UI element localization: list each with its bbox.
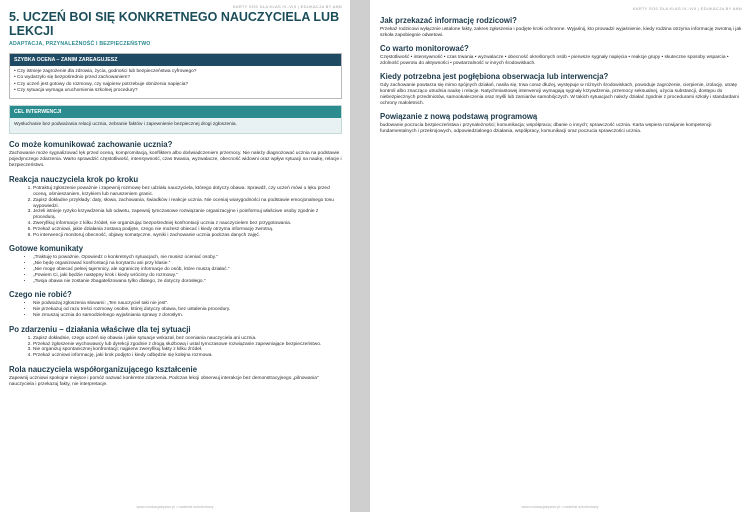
list-item: 6. Po interwencji monitoruj obecność, objawy somatyczne, wyniki i zachowanie ucznia podczas danych zajęć. xyxy=(33,233,342,239)
section-heading: Gotowe komunikaty xyxy=(9,244,84,254)
list-item: • „Powiem Ci, jaki będzie następny krok i kiedy wrócimy do rozmowy.” xyxy=(33,273,342,279)
section-heading: Co może komunikować zachowanie ucznia? xyxy=(9,140,173,150)
right-page xyxy=(370,0,750,512)
list-item: 3. Jeżeli istnieje ryzyko krzywdzenia lub odwetu, zapewnij tymczasowe rozwiązanie organizacyjne i poinformuj właściwe osoby zgodnie z procedurą. xyxy=(33,209,342,221)
section-heading: Rola nauczyciela współorganizującego kształcenie xyxy=(9,364,198,374)
list-item: • „Nie mogę obiecać pełnej tajemnicy, ale ograniczę informacje do osób, które muszą działać.” xyxy=(33,267,342,273)
section-text: Zapewnij uczniowi spokojne miejsce i pomóż nazwać konkretne zdarzenia. Podczas lekcji obserwuj interakcje bez demonstracyjnego „pilnowania” nauczyciela i przekazuj fakty, nie interpretacje. xyxy=(9,375,319,387)
phrases-list xyxy=(9,255,342,284)
list-item: • Czy uczeń jest gotowy do rozmowy, czy najpierw potrzebuje obniżenia napięcia? xyxy=(14,81,189,87)
section-heading: Powiązanie z nową podstawą programową xyxy=(380,112,538,121)
section-heading: Czego nie robić? xyxy=(9,290,72,300)
list-item: • „Traktuję to poważnie. Opowiedz o konkretnych sytuacjach, nie musisz oceniać osoby.” xyxy=(33,255,342,261)
section-heading: Jak przekazać informację rodzicowi? xyxy=(380,16,517,25)
list-item: • Nie przekazuj od razu treści rozmowy osobie, której dotyczy obawa, bez ustalenia procedury. xyxy=(33,307,342,313)
list-item: • „Twoja obawa nie zostanie zbagatelizowana tylko dlatego, że dotyczy dorosłego.” xyxy=(33,279,342,285)
left-page xyxy=(0,0,350,512)
list-item: 1. Potraktuj zgłoszenie poważnie i zapewnij rozmowę bez udziału nauczyciela, którego dotyczy obawa. Sprawdź, czy uczeń mówi o lęku przed oceną, ośmieszaniem, krzykiem lub naruszeniem granic. xyxy=(33,186,342,198)
page-header: KARTY SOS DLA KLAS IV–VIII | EDUKACJA BY ANN xyxy=(632,6,742,11)
list-item: 1. Zapisz dokładnie, czego uczeń się obawia i jakie sytuacje wskazał, bez oceniania nauczyciela ani ucznia. xyxy=(33,336,342,342)
page-footer: www.edukacjabyann.pl • materiał szkoleniowy xyxy=(136,505,214,509)
section-text: Przekaż rodzicowi wyłącznie ustalone fakty, zakres zgłoszenia i podjęte kroki ochronne. Wyjaśnij, kto prowadzi wyjaśnienie, kiedy rodzina otrzyma informację zwrotną i jak szkoła zapobiegnie odwetowi. xyxy=(380,27,742,38)
page-header: KARTY SOS DLA KLAS IV–VIII | EDUKACJA BY ANN xyxy=(232,4,342,9)
section-heading: Kiedy potrzebna jest pogłębiona obserwacja lub interwencja? xyxy=(380,72,609,81)
section-text: Częstotliwość • intensywność • czas trwania • wyzwalacze • obecność określonych osób • pierwsze sygnały napięcia • reakcje grupy • skuteczne sposoby wsparcia • zdolność powrotu do aktywności • powtarzalność w innych środowiskach. xyxy=(380,55,729,66)
quick-assessment-heading: SZYBKA OCENA – ZANIM ZAREAGUJESZ xyxy=(10,54,341,66)
list-item: • „Nie będę organizować konfrontacji na korytarzu ani przy klasie.” xyxy=(33,261,342,267)
list-item: 2. Zapisz dokładne przykłady: daty, słowa, zachowania, świadków i reakcje ucznia. Nie oceniaj wiarygodności na podstawie emocjonalnego tonu wypowiedzi. xyxy=(33,198,342,210)
page-title: 5. UCZEŃ BOI SIĘ KONKRETNEGO NAUCZYCIELA LUB LEKCJI xyxy=(9,10,340,38)
section-text: Gdy zachowanie powtarza się mimo spójnych działań, nasila się, trwa coraz dłużej, występuje w różnych środowiskach, powoduje zagrożenie, cierpienie, izolację, utratę kontroli albo znacząco utrudnia naukę i relacje. Natychmiastowej interwencji wymagają sygnały krzywdzenia, przemocy seksualnej, użycia substancji, dostępu do niebezpiecznych przedmiotów, samookaleczenia oraz myśli lub zamiarów samobójczych. W takich sytuacjach należy działać zgodnie z procedurami szkoły i standardami ochrony małoletnich. xyxy=(380,83,739,106)
intervention-goal-text: Wysłuchanie bez podważania relacji ucznia, zebranie faktów i zapewnienie bezpiecznej drogi zgłoszenia. xyxy=(14,122,237,128)
page-subtitle: ADAPTACJA, PRZYNALEŻNOŚĆ I BEZPIECZEŃSTWO xyxy=(9,41,151,47)
quick-assessment-list xyxy=(10,66,341,98)
list-item: 2. Przekaż zgłoszenie wychowawcy lub dyrekcji zgodnie z drogą służbową i ustal tymczasowe rozwiązanie zapewniające bezpieczeństwo. xyxy=(33,342,342,348)
intervention-goal-box xyxy=(9,105,342,134)
section-heading: Co warto monitorować? xyxy=(380,44,469,53)
list-item: • Nie podważaj zgłoszenia słowami: „Ten nauczyciel taki nie jest”. xyxy=(33,301,342,307)
section-heading: Reakcja nauczyciela krok po kroku xyxy=(9,175,139,185)
list-item: 4. Zweryfikuj informacje z kilku źródeł, nie organizując bezpośredniej konfrontacji ucznia z nauczycielem bez przygotowania. xyxy=(33,221,342,227)
list-item: • Nie zmuszaj ucznia do samodzielnego wyjaśniania sprawy z dorosłym. xyxy=(33,313,342,319)
after-event-list xyxy=(9,336,342,359)
intervention-goal-heading: CEL INTERWENCJI xyxy=(10,106,341,118)
donts-list xyxy=(9,301,342,318)
list-item: • Czy istnieje zagrożenie dla zdrowia, życia, godności lub bezpieczeństwa cyfrowego? xyxy=(14,69,197,74)
section-text: Zachowanie może sygnalizować lęk przed oceną, kompromitacją, konfliktem albo doświadczeniem przemocy. Nie należy diagnozować ucznia na podstawie pojedynczego zdarzenia. Warto sprawdzić częstotliwość, intensywność, czas trwania, wyzwalacze, obecność widowni oraz wpływ sytuacji na naukę, relacje i bezpieczeństwo. xyxy=(9,151,342,169)
list-item: 4. Przekaż uczniowi informację, jaki krok podjęto i kiedy odbędzie się kolejna rozmowa. xyxy=(33,353,342,359)
list-item: • Co wydarzyło się bezpośrednio przed zachowaniem? xyxy=(14,75,131,81)
list-item: • Czy sytuacja wymaga uruchomienia szkolnej procedury? xyxy=(14,87,138,93)
page-footer: www.edukacjabyann.pl • materiał szkoleniowy xyxy=(521,505,599,509)
list-item: 5. Przekaż uczniowi, jakie działania zostaną podjęte, czego nie możesz obiecać i kiedy otrzyma informację zwrotną. xyxy=(33,227,342,233)
section-heading: Po zdarzeniu – działania właściwe dla tej sytuacji xyxy=(9,324,191,334)
steps-list xyxy=(9,186,342,238)
section-text: budowanie poczucia bezpieczeństwa i przynależności; komunikacja; współpraca; dbanie o innych; sprawczość ucznia. Karta wspiera rozwijanie kompetencji fundamentalnych i przekrojowych, odpowiedzialnego działania, współpracy, komunikacji oraz poczucia sprawczości ucznia. xyxy=(380,123,712,134)
page-gutter xyxy=(350,0,370,512)
list-item: 3. Nie organizuj spontanicznej konfrontacji; najpierw zweryfikuj fakty z kilku źródeł. xyxy=(33,347,342,353)
quick-assessment-box xyxy=(9,53,342,99)
